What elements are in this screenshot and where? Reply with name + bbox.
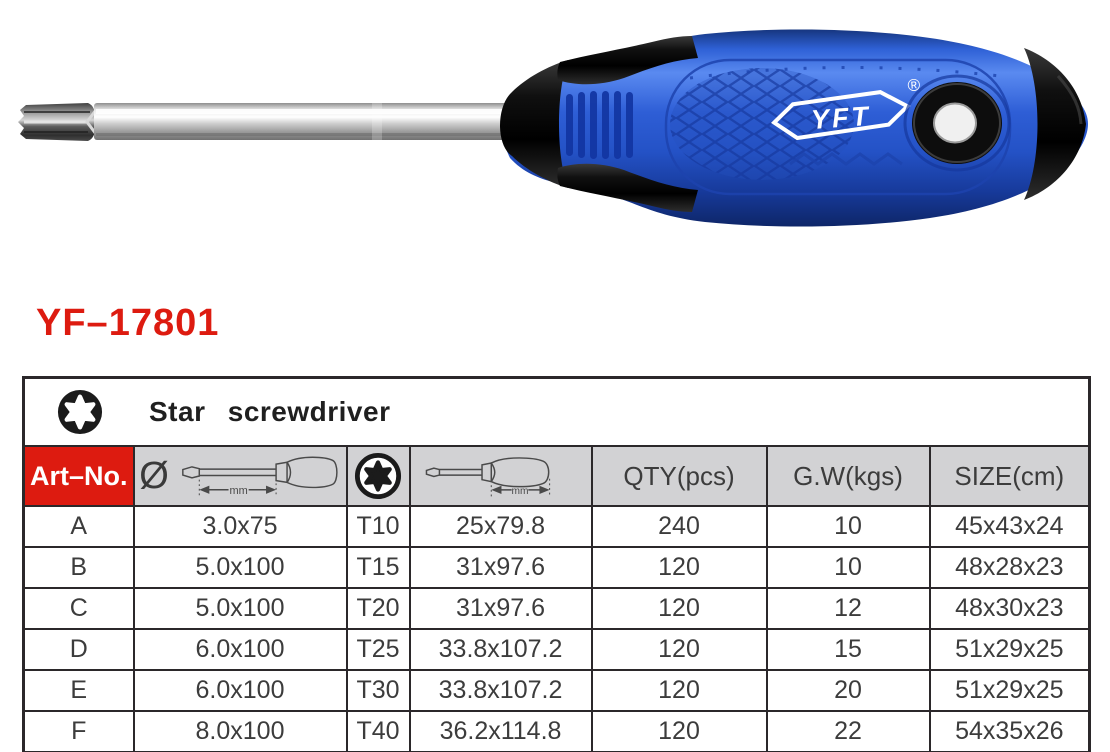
header-size: SIZE(cm) — [930, 446, 1090, 506]
qty-cell: 120 — [592, 670, 767, 711]
art-no-cell: A — [24, 506, 134, 547]
product-code: YF–17801 — [36, 302, 220, 344]
table-row — [24, 670, 1090, 711]
handle-size-cell: 33.8x107.2 — [410, 629, 592, 670]
shaft-size-cell: 3.0x75 — [134, 506, 347, 547]
torx-size-cell: T15 — [347, 547, 410, 588]
shaft-mm-label: mm — [229, 484, 248, 497]
torx-size-cell: T30 — [347, 670, 410, 711]
registered-mark: ® — [906, 75, 921, 96]
table-row — [24, 506, 1090, 547]
brand-text: YFT — [810, 100, 872, 135]
handle-length-diagram — [421, 451, 581, 501]
size-cell: 54x35x26 — [930, 711, 1090, 752]
diameter-symbol: Ø — [139, 455, 169, 497]
qty-cell: 240 — [592, 506, 767, 547]
screwdriver-photo — [0, 6, 1110, 258]
shaft-size-cell: 6.0x100 — [134, 670, 347, 711]
torx-size-cell: T10 — [347, 506, 410, 547]
art-no-cell: C — [24, 588, 134, 629]
torx-star-icon — [57, 389, 103, 435]
art-no-cell: D — [24, 629, 134, 670]
hang-hole — [905, 76, 1009, 170]
header-qty: QTY(pcs) — [592, 446, 767, 506]
handle-size-cell: 31x97.6 — [410, 588, 592, 629]
gw-cell: 20 — [767, 670, 930, 711]
handle-size-cell: 36.2x114.8 — [410, 711, 592, 752]
size-cell: 45x43x24 — [930, 506, 1090, 547]
shaft-length-diagram — [181, 451, 341, 501]
gw-cell: 15 — [767, 629, 930, 670]
shaft-size-cell: 6.0x100 — [134, 629, 347, 670]
spec-table — [22, 376, 1091, 752]
table-header-row — [24, 446, 1090, 506]
qty-cell: 120 — [592, 547, 767, 588]
table-row — [24, 629, 1090, 670]
torx-size-cell: T40 — [347, 711, 410, 752]
torx-bit-icon — [354, 452, 402, 500]
header-gw: G.W(kgs) — [767, 446, 930, 506]
qty-cell: 120 — [592, 629, 767, 670]
handle-size-cell: 25x79.8 — [410, 506, 592, 547]
shaft-size-cell: 5.0x100 — [134, 588, 347, 629]
gw-cell: 10 — [767, 547, 930, 588]
shaft-size-cell: 8.0x100 — [134, 711, 347, 752]
table-row — [24, 711, 1090, 752]
shaft-size-cell: 5.0x100 — [134, 547, 347, 588]
header-shaft-dimension — [134, 446, 347, 506]
gw-cell: 22 — [767, 711, 930, 752]
size-cell: 48x30x23 — [930, 588, 1090, 629]
torx-size-cell: T20 — [347, 588, 410, 629]
shaft — [94, 103, 514, 140]
art-no-cell: B — [24, 547, 134, 588]
header-torx-icon-cell — [347, 446, 410, 506]
handle-size-cell: 33.8x107.2 — [410, 670, 592, 711]
table-title-cell — [24, 378, 1090, 447]
size-cell: 51x29x25 — [930, 629, 1090, 670]
size-cell: 48x28x23 — [930, 547, 1090, 588]
size-cell: 51x29x25 — [930, 670, 1090, 711]
torx-size-cell: T25 — [347, 629, 410, 670]
qty-cell: 120 — [592, 588, 767, 629]
header-handle-dimension — [410, 446, 592, 506]
gw-cell: 10 — [767, 506, 930, 547]
handle-size-cell: 31x97.6 — [410, 547, 592, 588]
handle-mm-label: mm — [511, 486, 528, 498]
qty-cell: 120 — [592, 711, 767, 752]
table-row — [24, 588, 1090, 629]
art-no-cell: E — [24, 670, 134, 711]
gw-cell: 12 — [767, 588, 930, 629]
header-art-no: Art–No. — [24, 446, 134, 506]
table-title-row — [24, 378, 1090, 447]
product-name: Star screwdriver — [149, 396, 391, 427]
art-no-cell: F — [24, 711, 134, 752]
table-row — [24, 547, 1090, 588]
torx-tip-icon — [18, 103, 99, 141]
